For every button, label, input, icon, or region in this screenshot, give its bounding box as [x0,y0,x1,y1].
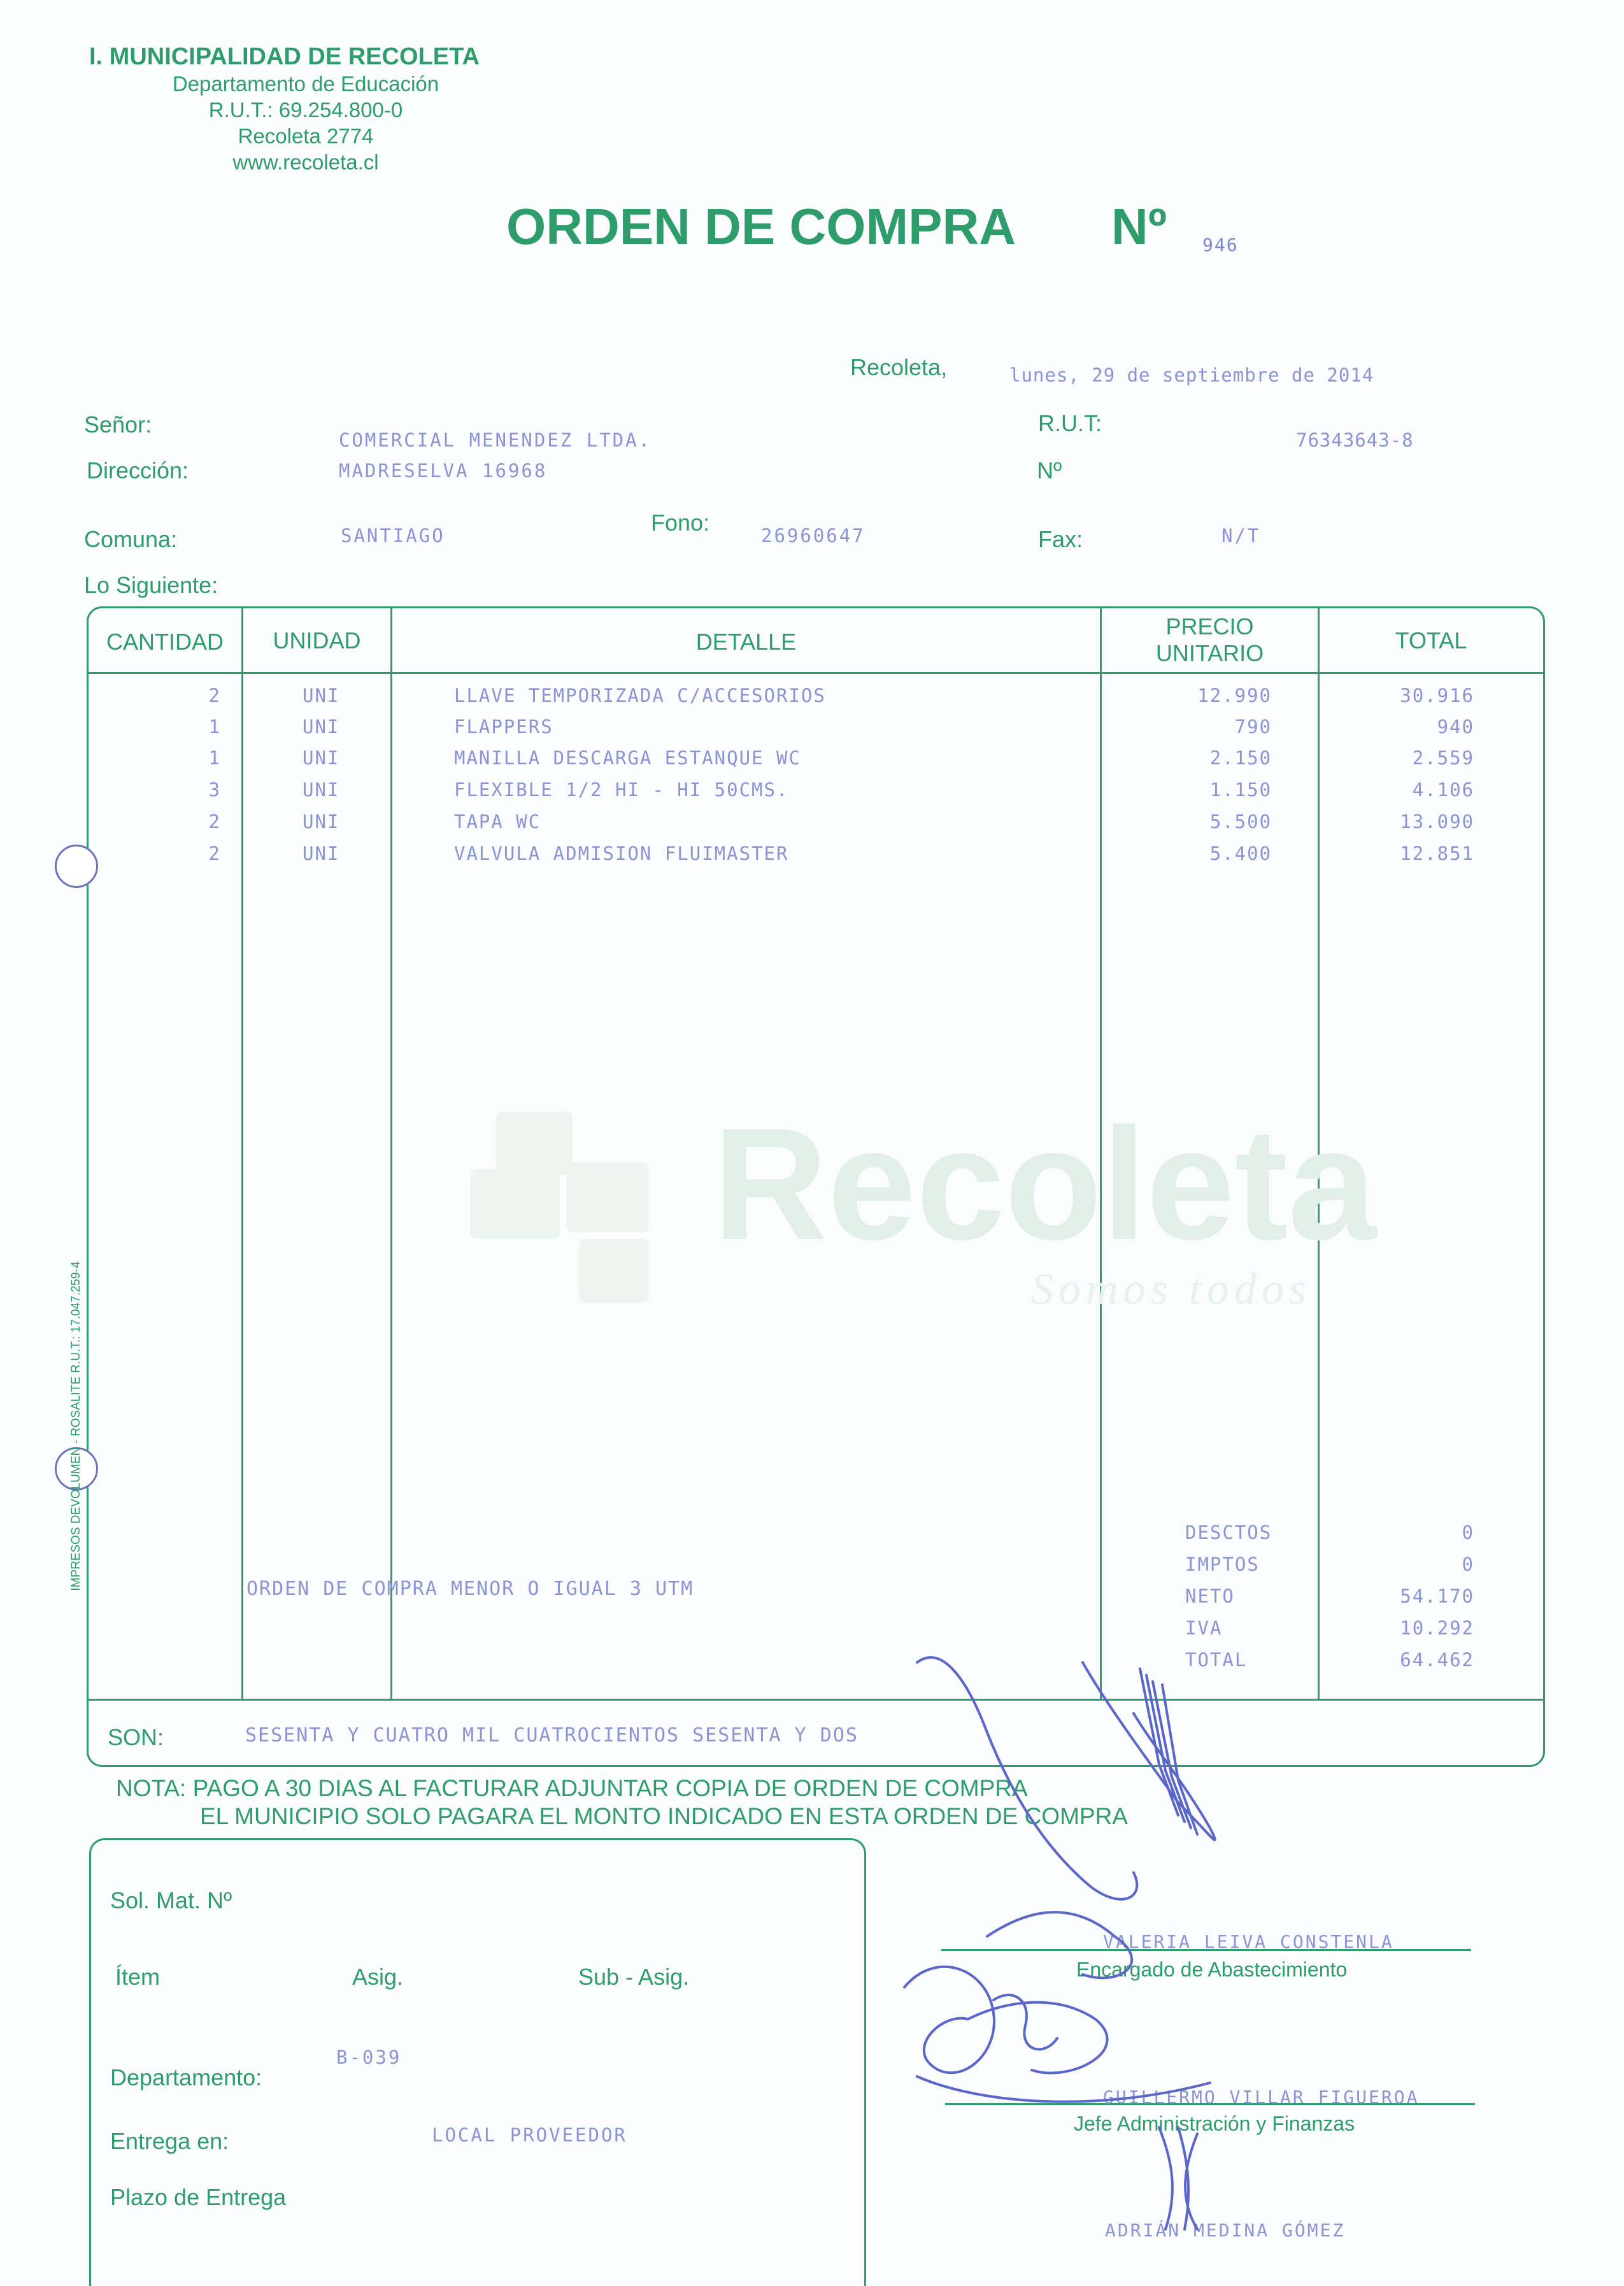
place-label: Recoleta, [850,354,948,380]
summary-label: NETO [1185,1585,1235,1607]
fax-label: Fax: [1038,526,1083,552]
cell-total: 12.851 [1400,843,1474,864]
cell-cantidad: 1 [208,716,221,738]
departamento-label: Departamento: [110,2064,262,2090]
cell-total: 4.106 [1412,779,1474,801]
cell-cantidad: 2 [208,685,221,706]
cell-total: 940 [1437,716,1474,738]
watermark-slogan: Somos todos [1031,1265,1311,1314]
comuna-label: Comuna: [84,526,178,552]
summary-value: 0 [1462,1522,1474,1543]
summary-label: DESCTOS [1185,1522,1272,1543]
cell-cantidad: 2 [208,811,221,832]
entrega-label: Entrega en: [110,2128,229,2154]
org-address: Recoleta 2774 [238,124,374,148]
departamento-value: B-039 [336,2047,402,2068]
cell-cantidad: 2 [208,843,221,864]
supplier-address: MADRESELVA 16968 [339,460,548,482]
document-title: ORDEN DE COMPRA [506,198,1016,255]
order-note-line: ORDEN DE COMPRA MENOR O IGUAL 3 UTM [246,1578,694,1600]
supplier-name: COMERCIAL MENENDEZ LTDA. [339,429,652,451]
signer-name-3: ADRIÁN MEDINA GÓMEZ [1105,2220,1346,2241]
cell-total: 30.916 [1400,685,1474,706]
order-number: 946 [1202,234,1239,255]
cell-detalle: VALVULA ADMISION FLUIMASTER [454,843,789,864]
summary-value: 54.170 [1400,1585,1474,1607]
son-amount-words: SESENTA Y CUATRO MIL CUATROCIENTOS SESENTA Y DOS [245,1724,858,1747]
payment-note-line2: EL MUNICIPIO SOLO PAGARA EL MONTO INDICADO EN ESTA ORDEN DE COMPRA [200,1803,1128,1829]
summary-label: IMPTOS [1185,1554,1260,1575]
cell-detalle: MANILLA DESCARGA ESTANQUE WC [454,747,801,769]
col-header-total: TOTAL [1395,627,1467,654]
signer-role-2: Jefe Administración y Finanzas [1074,2112,1355,2135]
cell-unidad: UNI [303,716,340,738]
summary-value: 64.462 [1400,1649,1474,1671]
col-header-precio [1102,613,1318,667]
cell-unidad: UNI [303,779,340,801]
cell-cantidad: 1 [208,747,221,769]
col-header-unidad: UNIDAD [273,627,361,654]
cell-unidad: UNI [303,843,340,864]
supplier-rut: 76343643-8 [1296,429,1414,451]
org-department: Departamento de Educación [172,72,439,96]
col-header-precio-line2: UNITARIO [1155,640,1264,666]
cell-detalle: TAPA WC [454,811,541,832]
supplier-phone: 26960647 [761,525,865,546]
plazo-label: Plazo de Entrega [110,2184,287,2210]
lo-siguiente-label: Lo Siguiente: [84,572,218,598]
binder-hole-top [55,845,98,888]
cell-unidad: UNI [303,747,340,769]
rut-label: R.U.T: [1038,410,1102,436]
cell-total: 13.090 [1400,811,1474,832]
watermark-logo-icon [471,1111,681,1303]
watermark [471,1054,1426,1322]
cell-precio: 790 [1234,716,1272,738]
signer-role-1: Encargado de Abastecimiento [1076,1958,1348,1981]
col-header-precio-line1: PRECIO [1165,613,1254,639]
entrega-value: LOCAL PROVEEDOR [432,2124,627,2146]
signer-name-1: VALERIA LEIVA CONSTENLA [1103,1931,1394,1952]
item-label: Ítem [115,1964,160,1990]
order-number-label: Nº [1111,198,1167,255]
requisition-box [89,1838,866,2286]
cell-precio: 5.400 [1209,843,1272,864]
cell-precio: 5.500 [1209,811,1272,832]
org-web: www.recoleta.cl [232,150,379,174]
printer-side-text: IMPRESOS DEVOLUMEN - ROSALITE R.U.T.: 17.047.259-4 [69,1261,83,1591]
col-header-detalle: DETALLE [695,629,797,655]
handwritten-signature-icon [879,1554,1363,2236]
cell-unidad: UNI [303,811,340,832]
cell-precio: 2.150 [1209,747,1272,769]
org-header [89,43,535,175]
org-rut: R.U.T.: 69.254.800-0 [208,98,403,122]
order-date: lunes, 29 de septiembre de 2014 [1009,364,1374,386]
supplier-comuna: SANTIAGO [341,525,445,546]
cell-detalle: LLAVE TEMPORIZADA C/ACCESORIOS [454,685,826,706]
supplier-fax: N/T [1222,525,1261,546]
asig-label: Asig. [352,1964,404,1990]
son-label: SON: [108,1724,164,1750]
sol-mat-label: Sol. Mat. Nº [110,1887,232,1913]
direccion-label: Dirección: [87,457,189,483]
fono-label: Fono: [651,510,710,536]
summary-label: TOTAL [1185,1649,1248,1671]
signer-name-2: GUILLERMO VILLAR FIGUEROA [1103,2087,1420,2108]
summary-value: 0 [1462,1554,1474,1575]
no-label: Nº [1037,457,1062,483]
watermark-word: Recoleta [713,1095,1377,1273]
payment-note-line1: NOTA: PAGO A 30 DIAS AL FACTURAR ADJUNTAR COPIA DE ORDEN DE COMPRA [116,1775,1028,1801]
cell-unidad: UNI [303,685,340,706]
org-name: I. MUNICIPALIDAD DE RECOLETA [89,43,480,70]
summary-label: IVA [1185,1617,1223,1639]
cell-precio: 1.150 [1209,779,1272,801]
senor-label: Señor: [84,411,152,438]
summary-value: 10.292 [1400,1617,1474,1639]
cell-precio: 12.990 [1197,685,1272,706]
cell-total: 2.559 [1412,747,1474,769]
cell-cantidad: 3 [208,779,221,801]
cell-detalle: FLEXIBLE 1/2 HI - HI 50CMS. [454,779,789,801]
cell-detalle: FLAPPERS [454,716,553,738]
subasig-label: Sub - Asig. [578,1964,690,1990]
col-header-cantidad: CANTIDAD [106,629,224,655]
